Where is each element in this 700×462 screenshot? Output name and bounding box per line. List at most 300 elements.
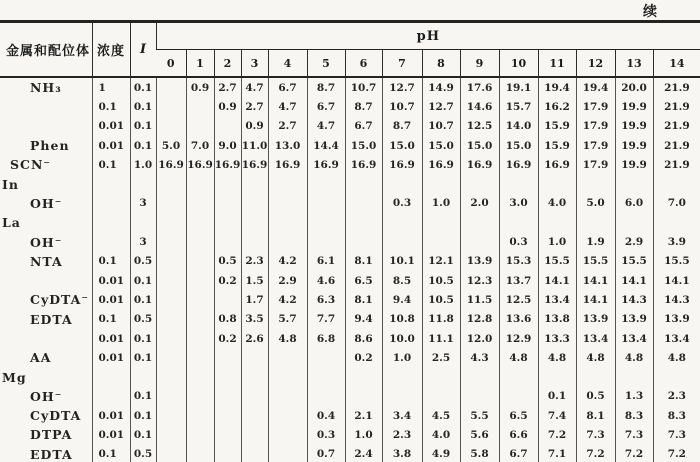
ph-value: 6.5 bbox=[345, 271, 382, 290]
ligand-label: CyDTA⁻ bbox=[30, 292, 89, 308]
ionic-strength-value: 0.1 bbox=[130, 97, 156, 116]
ph-value bbox=[156, 310, 186, 329]
ph-value: 5.6 bbox=[460, 425, 499, 444]
ph-value bbox=[186, 310, 214, 329]
col-header-ph-1: 1 bbox=[186, 50, 214, 78]
ligand-label bbox=[0, 329, 92, 348]
table-row bbox=[0, 425, 700, 444]
ph-value bbox=[156, 387, 186, 406]
ph-value: 7.2 bbox=[576, 445, 615, 462]
ph-value bbox=[345, 387, 382, 406]
ph-value bbox=[156, 77, 186, 97]
ph-value bbox=[214, 406, 241, 425]
ph-value bbox=[268, 174, 307, 193]
ph-value: 5.7 bbox=[268, 310, 307, 329]
ph-value: 14.9 bbox=[422, 77, 460, 97]
ph-value: 0.9 bbox=[241, 117, 268, 136]
ph-value: 11.8 bbox=[422, 310, 460, 329]
ph-value: 5.5 bbox=[460, 406, 499, 425]
ph-value: 12.7 bbox=[382, 77, 422, 97]
ph-value: 7.2 bbox=[538, 425, 576, 444]
ph-value: 9.4 bbox=[382, 290, 422, 309]
table-row bbox=[0, 97, 700, 116]
ph-value: 21.9 bbox=[653, 117, 700, 136]
table-row bbox=[0, 445, 700, 462]
ph-value bbox=[186, 406, 214, 425]
ph-value: 6.8 bbox=[307, 329, 345, 348]
ph-value: 16.9 bbox=[186, 155, 214, 174]
col-header-ph-5: 5 bbox=[307, 50, 345, 78]
ph-value bbox=[186, 387, 214, 406]
ph-value: 16.9 bbox=[460, 155, 499, 174]
ph-value: 16.9 bbox=[268, 155, 307, 174]
ph-value: 15.0 bbox=[345, 136, 382, 155]
ph-value bbox=[538, 213, 576, 232]
ph-value: 13.9 bbox=[576, 310, 615, 329]
ph-value bbox=[214, 367, 241, 386]
ph-value: 17.6 bbox=[460, 77, 499, 97]
ph-value: 13.0 bbox=[268, 136, 307, 155]
ph-value: 21.9 bbox=[653, 136, 700, 155]
ph-value: 20.0 bbox=[615, 77, 653, 97]
ph-value: 2.3 bbox=[653, 387, 700, 406]
concentration-value: 0.1 bbox=[92, 310, 130, 329]
ph-value bbox=[460, 213, 499, 232]
ph-value: 19.9 bbox=[615, 117, 653, 136]
ph-value: 4.8 bbox=[615, 348, 653, 367]
ph-value: 14.1 bbox=[576, 290, 615, 309]
ph-value bbox=[214, 232, 241, 251]
ph-value: 8.3 bbox=[653, 406, 700, 425]
ph-value: 16.9 bbox=[307, 155, 345, 174]
ph-value: 7.3 bbox=[576, 425, 615, 444]
ph-value bbox=[422, 387, 460, 406]
ph-value: 8.1 bbox=[345, 290, 382, 309]
ph-value bbox=[422, 174, 460, 193]
ph-value bbox=[241, 348, 268, 367]
ph-value bbox=[156, 425, 186, 444]
ph-value: 0.3 bbox=[382, 194, 422, 213]
ph-value: 11.1 bbox=[422, 329, 460, 348]
ph-value: 2.3 bbox=[382, 425, 422, 444]
ph-value: 15.9 bbox=[538, 136, 576, 155]
ph-value: 3.4 bbox=[382, 406, 422, 425]
ph-value: 3.0 bbox=[499, 194, 538, 213]
ph-value bbox=[214, 348, 241, 367]
concentration-value bbox=[92, 367, 130, 386]
col-header-ph-6: 6 bbox=[345, 50, 382, 78]
ionic-strength-value bbox=[130, 174, 156, 193]
ph-value bbox=[422, 232, 460, 251]
ph-value: 15.0 bbox=[460, 136, 499, 155]
ph-value: 2.6 bbox=[241, 329, 268, 348]
ligand-label: OH⁻ bbox=[30, 388, 63, 404]
ph-value bbox=[156, 367, 186, 386]
ph-value: 19.9 bbox=[615, 155, 653, 174]
ph-value: 13.7 bbox=[499, 271, 538, 290]
table-row bbox=[0, 174, 700, 193]
ph-value: 4.0 bbox=[422, 425, 460, 444]
ph-value: 13.3 bbox=[538, 329, 576, 348]
ph-value bbox=[615, 174, 653, 193]
ph-value: 2.7 bbox=[214, 77, 241, 97]
ph-value bbox=[499, 213, 538, 232]
ph-value bbox=[382, 174, 422, 193]
table-row bbox=[0, 348, 700, 367]
ligand-label: OH⁻ bbox=[30, 234, 63, 250]
ph-value: 16.2 bbox=[538, 97, 576, 116]
concentration-value: 0.1 bbox=[92, 97, 130, 116]
metal-section-label: In bbox=[2, 176, 19, 192]
ph-value: 4.5 bbox=[422, 406, 460, 425]
ph-value: 14.3 bbox=[653, 290, 700, 309]
table-row bbox=[0, 155, 700, 174]
ph-value: 12.3 bbox=[460, 271, 499, 290]
ph-value bbox=[422, 213, 460, 232]
ph-value: 15.0 bbox=[382, 136, 422, 155]
ph-value: 17.9 bbox=[576, 136, 615, 155]
ph-value: 12.1 bbox=[422, 252, 460, 271]
ph-value: 13.4 bbox=[615, 329, 653, 348]
ph-value: 2.9 bbox=[268, 271, 307, 290]
ph-value bbox=[307, 194, 345, 213]
ph-value: 4.8 bbox=[268, 329, 307, 348]
ph-value bbox=[499, 174, 538, 193]
ph-value bbox=[382, 232, 422, 251]
ph-value bbox=[241, 445, 268, 462]
ph-value: 13.6 bbox=[499, 310, 538, 329]
table-row bbox=[0, 387, 700, 406]
ph-value bbox=[499, 387, 538, 406]
ph-value bbox=[538, 174, 576, 193]
table-row bbox=[0, 213, 700, 232]
col-header-ph-2: 2 bbox=[214, 50, 241, 78]
ph-value bbox=[576, 367, 615, 386]
ph-value: 15.9 bbox=[538, 117, 576, 136]
ph-value bbox=[156, 445, 186, 462]
ionic-strength-value: 0.1 bbox=[130, 387, 156, 406]
header-row-top bbox=[0, 22, 700, 50]
ph-value bbox=[268, 213, 307, 232]
ph-value bbox=[186, 425, 214, 444]
ph-value bbox=[241, 232, 268, 251]
ph-value: 14.1 bbox=[653, 271, 700, 290]
table-row bbox=[0, 310, 700, 329]
ionic-strength-value: 0.5 bbox=[130, 310, 156, 329]
ph-value bbox=[307, 348, 345, 367]
metal-section-label: La bbox=[2, 215, 21, 231]
ligand-label bbox=[0, 117, 92, 136]
ph-value bbox=[186, 348, 214, 367]
ph-value: 1.0 bbox=[345, 425, 382, 444]
ph-value bbox=[345, 174, 382, 193]
ionic-strength-value: 0.1 bbox=[130, 348, 156, 367]
ligand-label: SCN⁻ bbox=[10, 157, 51, 173]
ph-value: 1.9 bbox=[576, 232, 615, 251]
ph-value: 1.7 bbox=[241, 290, 268, 309]
ph-value bbox=[345, 232, 382, 251]
ph-value bbox=[653, 367, 700, 386]
ph-value: 11.0 bbox=[241, 136, 268, 155]
concentration-value: 0.01 bbox=[92, 329, 130, 348]
ph-value: 21.9 bbox=[653, 97, 700, 116]
ph-value: 12.5 bbox=[460, 117, 499, 136]
ph-value: 12.7 bbox=[422, 97, 460, 116]
ph-value: 0.5 bbox=[214, 252, 241, 271]
col-header-metal-ligand: 金属和配位体 bbox=[0, 22, 92, 78]
ph-value: 0.2 bbox=[214, 329, 241, 348]
ph-value: 3.9 bbox=[653, 232, 700, 251]
ph-value bbox=[345, 194, 382, 213]
ph-value bbox=[214, 425, 241, 444]
ph-value: 10.0 bbox=[382, 329, 422, 348]
concentration-value: 1 bbox=[92, 77, 130, 97]
ph-value: 1.3 bbox=[615, 387, 653, 406]
table-header bbox=[0, 22, 700, 78]
ph-value: 6.0 bbox=[615, 194, 653, 213]
ph-value bbox=[615, 367, 653, 386]
ph-value: 4.7 bbox=[241, 77, 268, 97]
ph-value bbox=[214, 445, 241, 462]
ionic-strength-value: 0.1 bbox=[130, 271, 156, 290]
ph-value bbox=[307, 387, 345, 406]
ph-value: 0.5 bbox=[576, 387, 615, 406]
ph-value: 14.1 bbox=[615, 271, 653, 290]
ph-value: 8.7 bbox=[382, 117, 422, 136]
col-header-ph-0: 0 bbox=[156, 50, 186, 78]
ph-value: 10.7 bbox=[422, 117, 460, 136]
ph-value bbox=[186, 252, 214, 271]
ph-value bbox=[268, 367, 307, 386]
ph-value bbox=[382, 213, 422, 232]
ligand-label: DTPA bbox=[30, 427, 73, 443]
ph-value: 3.8 bbox=[382, 445, 422, 462]
ph-value: 12.9 bbox=[499, 329, 538, 348]
ph-value: 14.1 bbox=[576, 271, 615, 290]
ph-value bbox=[186, 174, 214, 193]
ph-value: 4.8 bbox=[499, 348, 538, 367]
ph-value bbox=[156, 232, 186, 251]
ph-value: 19.4 bbox=[538, 77, 576, 97]
ph-value: 7.4 bbox=[538, 406, 576, 425]
ph-value bbox=[156, 97, 186, 116]
ph-value: 15.5 bbox=[615, 252, 653, 271]
ph-value: 4.7 bbox=[307, 117, 345, 136]
ph-value: 15.5 bbox=[538, 252, 576, 271]
ph-value: 15.5 bbox=[576, 252, 615, 271]
ph-value: 0.9 bbox=[214, 97, 241, 116]
ph-value: 13.9 bbox=[653, 310, 700, 329]
ph-value: 9.4 bbox=[345, 310, 382, 329]
col-header-ph-12: 12 bbox=[576, 50, 615, 78]
ph-value: 14.0 bbox=[499, 117, 538, 136]
table-row bbox=[0, 329, 700, 348]
ligand-label: EDTA bbox=[30, 446, 73, 462]
ligand-label: CyDTA bbox=[30, 408, 82, 424]
concentration-value: 0.01 bbox=[92, 136, 130, 155]
ph-value: 19.9 bbox=[615, 136, 653, 155]
concentration-value: 0.1 bbox=[92, 155, 130, 174]
ph-value: 14.4 bbox=[307, 136, 345, 155]
ph-value bbox=[576, 174, 615, 193]
ligand-label: EDTA bbox=[30, 311, 73, 327]
ph-value: 8.3 bbox=[615, 406, 653, 425]
ph-value bbox=[460, 387, 499, 406]
ph-value bbox=[382, 387, 422, 406]
concentration-value: 0.01 bbox=[92, 425, 130, 444]
ph-value bbox=[214, 290, 241, 309]
ph-value: 4.2 bbox=[268, 290, 307, 309]
ph-value: 7.2 bbox=[615, 445, 653, 462]
ph-value bbox=[615, 213, 653, 232]
ph-value: 12.0 bbox=[460, 329, 499, 348]
ph-value: 0.4 bbox=[307, 406, 345, 425]
ionic-strength-value bbox=[130, 367, 156, 386]
ph-value: 13.4 bbox=[538, 290, 576, 309]
ph-value bbox=[214, 213, 241, 232]
ph-value: 19.9 bbox=[615, 97, 653, 116]
ph-value: 10.7 bbox=[382, 97, 422, 116]
concentration-value: 0.01 bbox=[92, 271, 130, 290]
ligand-label: NTA bbox=[30, 253, 63, 269]
ph-value: 5.0 bbox=[156, 136, 186, 155]
ph-value: 1.5 bbox=[241, 271, 268, 290]
ph-value: 15.0 bbox=[499, 136, 538, 155]
ionic-strength-value: 0.1 bbox=[130, 77, 156, 97]
table-row bbox=[0, 271, 700, 290]
ph-value: 16.9 bbox=[499, 155, 538, 174]
ph-value: 7.3 bbox=[615, 425, 653, 444]
ph-value: 14.3 bbox=[615, 290, 653, 309]
ph-value: 16.9 bbox=[214, 155, 241, 174]
ph-value: 17.9 bbox=[576, 155, 615, 174]
ph-value bbox=[241, 367, 268, 386]
ph-value: 4.8 bbox=[653, 348, 700, 367]
concentration-value: 0.1 bbox=[92, 252, 130, 271]
ph-value: 1.0 bbox=[382, 348, 422, 367]
ph-value bbox=[268, 348, 307, 367]
table-row bbox=[0, 194, 700, 213]
ph-value: 6.6 bbox=[499, 425, 538, 444]
ph-value bbox=[307, 213, 345, 232]
ph-value bbox=[576, 213, 615, 232]
ph-value: 4.6 bbox=[307, 271, 345, 290]
ph-value: 0.3 bbox=[499, 232, 538, 251]
col-header-ph-11: 11 bbox=[538, 50, 576, 78]
ph-value: 13.9 bbox=[615, 310, 653, 329]
ph-value bbox=[241, 425, 268, 444]
ph-value bbox=[241, 174, 268, 193]
ph-value: 16.9 bbox=[156, 155, 186, 174]
ph-value: 7.1 bbox=[538, 445, 576, 462]
ph-value: 4.7 bbox=[268, 97, 307, 116]
ph-value: 0.8 bbox=[214, 310, 241, 329]
ph-value: 6.5 bbox=[499, 406, 538, 425]
ph-value: 0.2 bbox=[214, 271, 241, 290]
ph-value: 9.0 bbox=[214, 136, 241, 155]
ph-value bbox=[499, 367, 538, 386]
ph-value: 10.5 bbox=[422, 290, 460, 309]
ph-value bbox=[214, 387, 241, 406]
ph-value: 16.9 bbox=[241, 155, 268, 174]
table-row bbox=[0, 77, 700, 97]
ph-value: 19.4 bbox=[576, 77, 615, 97]
ph-value: 8.7 bbox=[307, 77, 345, 97]
ph-value: 13.8 bbox=[538, 310, 576, 329]
ligand-label bbox=[0, 97, 92, 116]
ph-value: 17.9 bbox=[576, 117, 615, 136]
ph-value: 8.5 bbox=[382, 271, 422, 290]
col-header-ph-14: 14 bbox=[653, 50, 700, 78]
concentration-value bbox=[92, 174, 130, 193]
ph-value: 6.7 bbox=[499, 445, 538, 462]
ph-value bbox=[186, 117, 214, 136]
concentration-value: 0.01 bbox=[92, 406, 130, 425]
ph-value: 0.1 bbox=[538, 387, 576, 406]
ph-value: 0.3 bbox=[307, 425, 345, 444]
ionic-strength-value: 3 bbox=[130, 194, 156, 213]
ph-value: 6.3 bbox=[307, 290, 345, 309]
ph-value bbox=[307, 367, 345, 386]
concentration-value bbox=[92, 232, 130, 251]
ph-value: 16.9 bbox=[538, 155, 576, 174]
ph-value: 2.7 bbox=[241, 97, 268, 116]
ph-value: 5.0 bbox=[576, 194, 615, 213]
ph-value: 7.3 bbox=[653, 425, 700, 444]
col-header-ph-13: 13 bbox=[615, 50, 653, 78]
table-row bbox=[0, 290, 700, 309]
ph-value bbox=[307, 232, 345, 251]
ph-value: 13.9 bbox=[460, 252, 499, 271]
table-row bbox=[0, 252, 700, 271]
ph-value: 7.0 bbox=[186, 136, 214, 155]
ph-value bbox=[268, 425, 307, 444]
ph-value bbox=[156, 117, 186, 136]
ph-value: 15.3 bbox=[499, 252, 538, 271]
ph-value bbox=[186, 290, 214, 309]
ph-value bbox=[156, 271, 186, 290]
col-header-ph-4: 4 bbox=[268, 50, 307, 78]
ph-value bbox=[186, 271, 214, 290]
ph-value: 4.3 bbox=[460, 348, 499, 367]
ph-value: 15.5 bbox=[653, 252, 700, 271]
ph-value: 13.4 bbox=[576, 329, 615, 348]
ph-value: 2.1 bbox=[345, 406, 382, 425]
ph-value: 19.1 bbox=[499, 77, 538, 97]
ph-value bbox=[186, 445, 214, 462]
ph-value bbox=[268, 445, 307, 462]
concentration-value: 0.1 bbox=[92, 445, 130, 462]
ph-value bbox=[345, 367, 382, 386]
ph-value: 1.0 bbox=[422, 194, 460, 213]
col-header-ph-8: 8 bbox=[422, 50, 460, 78]
ionic-strength-value: 0.1 bbox=[130, 136, 156, 155]
ph-value: 2.7 bbox=[268, 117, 307, 136]
ph-value: 6.7 bbox=[307, 97, 345, 116]
ph-value bbox=[186, 213, 214, 232]
ph-value: 21.9 bbox=[653, 155, 700, 174]
ph-value bbox=[460, 232, 499, 251]
table-row bbox=[0, 406, 700, 425]
ph-value bbox=[460, 367, 499, 386]
ph-value bbox=[268, 232, 307, 251]
ph-value bbox=[156, 406, 186, 425]
col-header-ph-7: 7 bbox=[382, 50, 422, 78]
metal-section-label: Mg bbox=[2, 369, 27, 385]
ph-value bbox=[307, 174, 345, 193]
ligand-label: AA bbox=[30, 350, 52, 366]
ph-value bbox=[268, 194, 307, 213]
